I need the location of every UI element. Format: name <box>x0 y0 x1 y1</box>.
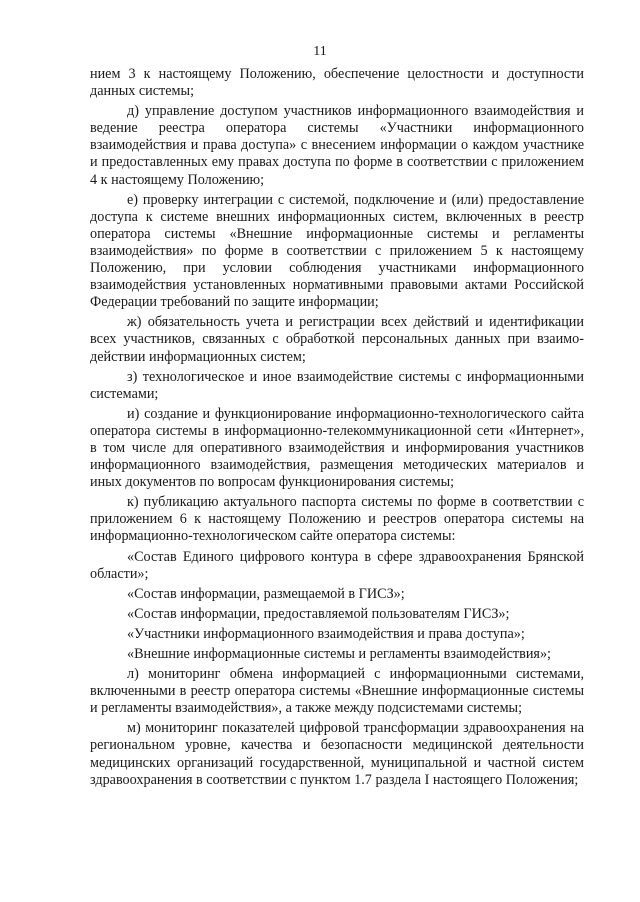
registry-title-4: «Участники информационного взаимодействия и права доступа»; <box>127 625 525 642</box>
page-number: 11 <box>313 44 327 59</box>
document-body <box>90 66 584 789</box>
registry-title-5: «Внешние информационные системы и регламенты взаимодействия»; <box>127 646 551 662</box>
paragraph-item-d: д) управление доступом участников информационного взаимодействия и ведение реестра оператора системы «Участники информационного взаимодействия и права доступа» с внесением информации о каждом участнике и предоставленных ему правах доступа по форме в соответствии с приложением 4 к настоящему Положению; <box>90 103 584 188</box>
paragraph-item-i: и) создание и функционирование информационно-технологического сайта оператора системы в информационно-телекоммуникационной сети «Интернет», в том числе для оперативного взаимодействия и информирования участников информационного взаимодействия, размещения методических материалов и иных документов по вопросам функционирования системы; <box>90 405 584 491</box>
paragraph-item-m: м) мониторинг показателей цифровой трансформации здравоохранения на региональном уровне, качества и безопасности медицинской деятельности медицинских организаций государственной, муниципальной и частной систем здравоохранения в соответствии с пунктом 1.7 раздела I настоящего Положения; <box>90 720 584 788</box>
paragraph-item-e: е) проверку интеграции с системой, подключение и (или) предоставление доступа к системе внешних информационных систем, включенных в реестр оператора системы «Внешние информационные системы и регламенты взаимодействия» по форме в соответствии с приложением 5 к настоящему Положению, при условии соблюдения участниками информационного взаимодействия установленных нормативными правовыми актами Российской Федерации требований по защите информации; <box>90 191 584 311</box>
paragraph-item-k: к) публикацию актуального паспорта системы по форме в соответствии с приложением 6 к настоящему Положению и реестров оператора системы на информационно-технологическом сайте оператора системы: <box>90 494 584 545</box>
paragraph-item-z: з) технологическое и иное взаимодействие системы с информационными системами; <box>90 368 584 402</box>
registry-title-1: «Состав Единого цифрового контура в сфере здравоохранения Брянской области»; <box>90 548 584 582</box>
registry-title-3: «Состав информации, предоставляемой пользователям ГИСЗ»; <box>127 605 510 622</box>
paragraph-continuation: нием 3 к настоящему Положению, обеспечение целостности и доступности данных системы; <box>90 66 584 100</box>
registry-title-2: «Состав информации, размещаемой в ГИСЗ»; <box>127 585 405 602</box>
paragraph-item-l: л) мониторинг обмена информацией с информационными системами, включенными в реестр оператора системы «Внешние информационные системы и регламенты взаимодействия», а также между подсистемами системы; <box>90 666 584 717</box>
paragraph-item-zh: ж) обязательность учета и регистрации всех действий и идентификации всех участников, связанных с обработкой персональных данных при взаимодействии информационных систем; <box>90 314 584 365</box>
